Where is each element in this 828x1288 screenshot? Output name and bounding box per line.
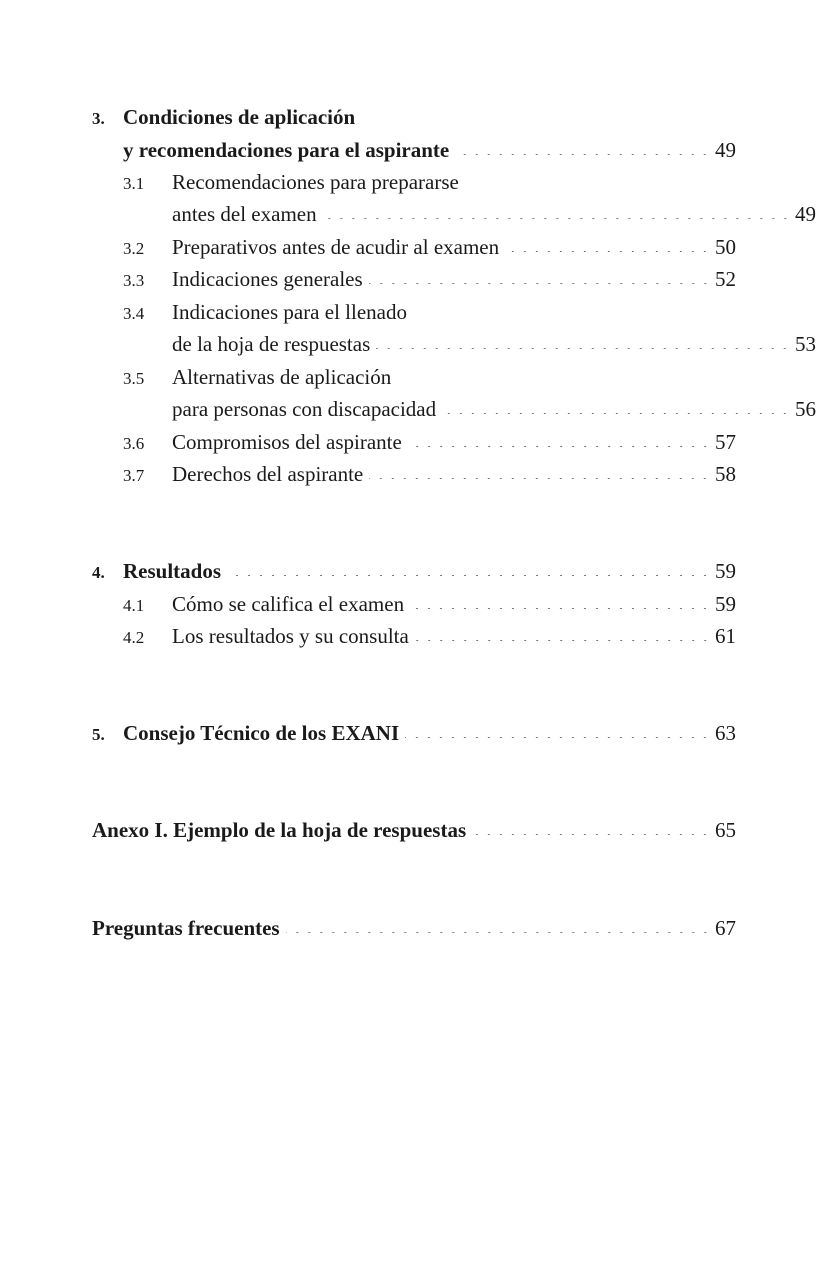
page-number: 63 bbox=[715, 721, 736, 745]
toc-entry-3-2[interactable] bbox=[92, 232, 736, 262]
dot-leader bbox=[369, 478, 711, 479]
toc-section-3-heading[interactable] bbox=[92, 102, 736, 132]
section-number: 5. bbox=[92, 725, 105, 744]
dot-leader bbox=[369, 283, 711, 284]
page-number: 58 bbox=[715, 462, 736, 486]
dot-leader bbox=[472, 834, 711, 835]
entry-title: antes del examen bbox=[172, 202, 317, 226]
dot-leader bbox=[227, 575, 711, 576]
toc-section-3-heading-cont[interactable] bbox=[92, 135, 736, 165]
entry-number: 4.2 bbox=[123, 628, 145, 647]
page-number: 49 bbox=[795, 202, 816, 226]
section-title: Consejo Técnico de los EXANI bbox=[123, 721, 400, 745]
entry-title: Compromisos del aspirante bbox=[172, 430, 402, 454]
section-title: Resultados bbox=[123, 559, 222, 583]
toc-entry-4-2[interactable] bbox=[92, 621, 736, 651]
entry-title: Los resultados y su consulta bbox=[172, 624, 409, 648]
dot-leader bbox=[286, 932, 711, 933]
dot-leader bbox=[442, 413, 791, 414]
entry-number: 3.6 bbox=[123, 434, 145, 453]
entry-number: 3.7 bbox=[123, 466, 145, 485]
toc-entry-3-7[interactable] bbox=[92, 459, 736, 489]
entry-title: Derechos del aspirante bbox=[172, 462, 364, 486]
page-number: 59 bbox=[715, 559, 736, 583]
entry-title: de la hoja de respuestas bbox=[172, 332, 371, 356]
toc-section-5-heading[interactable] bbox=[92, 718, 736, 748]
entry-number: 3.5 bbox=[123, 369, 145, 388]
toc-annex-heading[interactable] bbox=[92, 815, 736, 845]
toc-entry-3-6[interactable] bbox=[92, 427, 736, 457]
entry-title: para personas con discapacidad bbox=[172, 397, 437, 421]
entry-number: 3.1 bbox=[123, 174, 145, 193]
dot-leader bbox=[323, 218, 791, 219]
dot-leader bbox=[455, 154, 711, 155]
page-number: 49 bbox=[715, 138, 736, 162]
entry-number: 3.3 bbox=[123, 271, 145, 290]
toc-entry-4-1[interactable] bbox=[92, 589, 736, 619]
entry-number: 4.1 bbox=[123, 596, 145, 615]
section-title: y recomendaciones para el aspirante bbox=[123, 138, 450, 162]
toc-entry-3-1-cont[interactable] bbox=[92, 199, 816, 229]
section-title: Condiciones de aplicación bbox=[123, 105, 356, 129]
page-number: 56 bbox=[795, 397, 816, 421]
toc-entry-3-5[interactable] bbox=[92, 362, 736, 392]
entry-title: Preparativos antes de acudir al examen bbox=[172, 235, 500, 259]
dot-leader bbox=[405, 737, 711, 738]
page-number: 53 bbox=[795, 332, 816, 356]
toc-section-4-heading[interactable] bbox=[92, 556, 736, 586]
page-number: 59 bbox=[715, 592, 736, 616]
dot-leader bbox=[415, 640, 711, 641]
dot-leader bbox=[410, 608, 711, 609]
dot-leader bbox=[376, 348, 791, 349]
page-number: 50 bbox=[715, 235, 736, 259]
entry-title: Indicaciones para el llenado bbox=[172, 300, 407, 324]
toc-faq-heading[interactable] bbox=[92, 913, 736, 943]
toc-entry-3-5-cont[interactable] bbox=[92, 394, 816, 424]
entry-title: Indicaciones generales bbox=[172, 267, 363, 291]
toc-entry-3-4[interactable] bbox=[92, 297, 736, 327]
toc-entry-3-4-cont[interactable] bbox=[92, 329, 816, 359]
annex-title: Anexo I. Ejemplo de la hoja de respuestas bbox=[92, 818, 467, 842]
faq-title: Preguntas frecuentes bbox=[92, 916, 280, 940]
section-number: 3. bbox=[92, 109, 105, 128]
section-number: 4. bbox=[92, 563, 105, 582]
toc-entry-3-1[interactable] bbox=[92, 167, 736, 197]
page-number: 57 bbox=[715, 430, 736, 454]
entry-number: 3.2 bbox=[123, 239, 145, 258]
page-number: 61 bbox=[715, 624, 736, 648]
dot-leader bbox=[408, 446, 711, 447]
entry-title: Cómo se califica el examen bbox=[172, 592, 405, 616]
entry-title: Alternativas de aplicación bbox=[172, 365, 392, 389]
page-number: 52 bbox=[715, 267, 736, 291]
entry-number: 3.4 bbox=[123, 304, 145, 323]
page-number: 67 bbox=[715, 916, 736, 940]
toc-entry-3-3[interactable] bbox=[92, 264, 736, 294]
page-number: 65 bbox=[715, 818, 736, 842]
entry-title: Recomendaciones para prepararse bbox=[172, 170, 459, 194]
dot-leader bbox=[505, 251, 711, 252]
